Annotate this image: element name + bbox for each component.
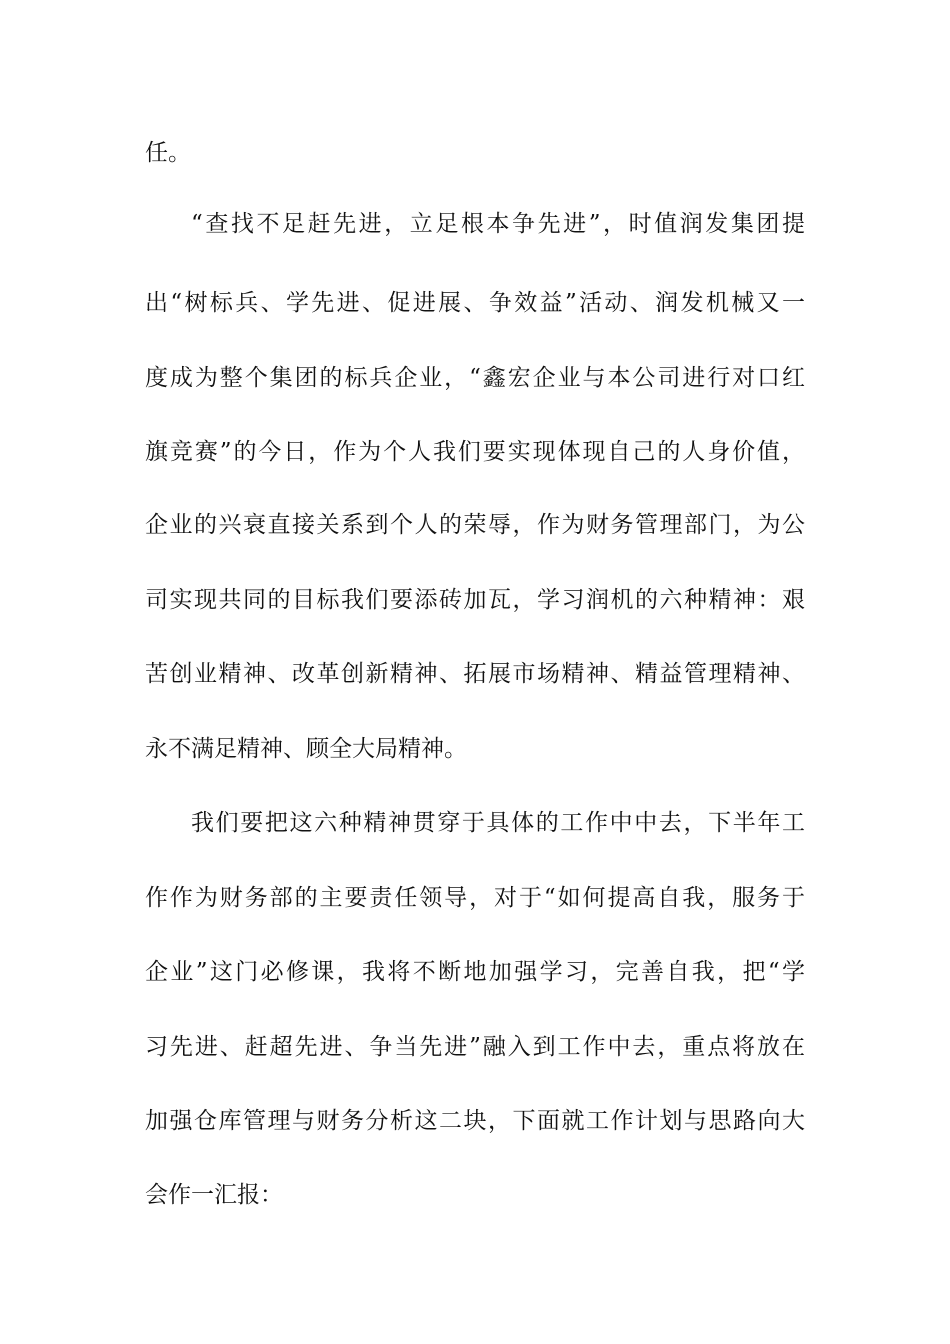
- paragraph-line: 司实现共同的目标我们要添砖加瓦，学习润机的六种精神：艰: [145, 587, 805, 613]
- paragraph-line: 作作为财务部的主要责任领导，对于“如何提高自我，服务于: [145, 885, 805, 911]
- paragraph-line: 永不满足精神、顾全大局精神。: [145, 736, 467, 762]
- paragraph-line: 企业的兴衰直接关系到个人的荣辱，作为财务管理部门，为公: [145, 512, 805, 538]
- paragraph-line: “查找不足赶先进，立足根本争先进”，时值润发集团提: [191, 211, 805, 237]
- paragraph-line: 出“树标兵、学先进、促进展、争效益”活动、润发机械又一: [145, 290, 805, 316]
- paragraph-line: 旗竞赛”的今日，作为个人我们要实现体现自己的人身价值，: [145, 439, 805, 465]
- paragraph-line: 企业”这门必修课，我将不断地加强学习，完善自我，把“学: [145, 959, 805, 985]
- paragraph-line: 我们要把这六种精神贯穿于具体的工作中中去，下半年工: [191, 810, 805, 836]
- paragraph-line: 任。: [145, 140, 191, 166]
- paragraph-line: 苦创业精神、改革创新精神、拓展市场精神、精益管理精神、: [145, 661, 805, 687]
- paragraph-line: 会作一汇报：: [145, 1182, 283, 1208]
- paragraph-line: 度成为整个集团的标兵企业，“鑫宏企业与本公司进行对口红: [145, 365, 805, 391]
- paragraph-line: 习先进、赶超先进、争当先进”融入到工作中去，重点将放在: [145, 1034, 805, 1060]
- paragraph-line: 加强仓库管理与财务分析这二块，下面就工作计划与思路向大: [145, 1108, 805, 1134]
